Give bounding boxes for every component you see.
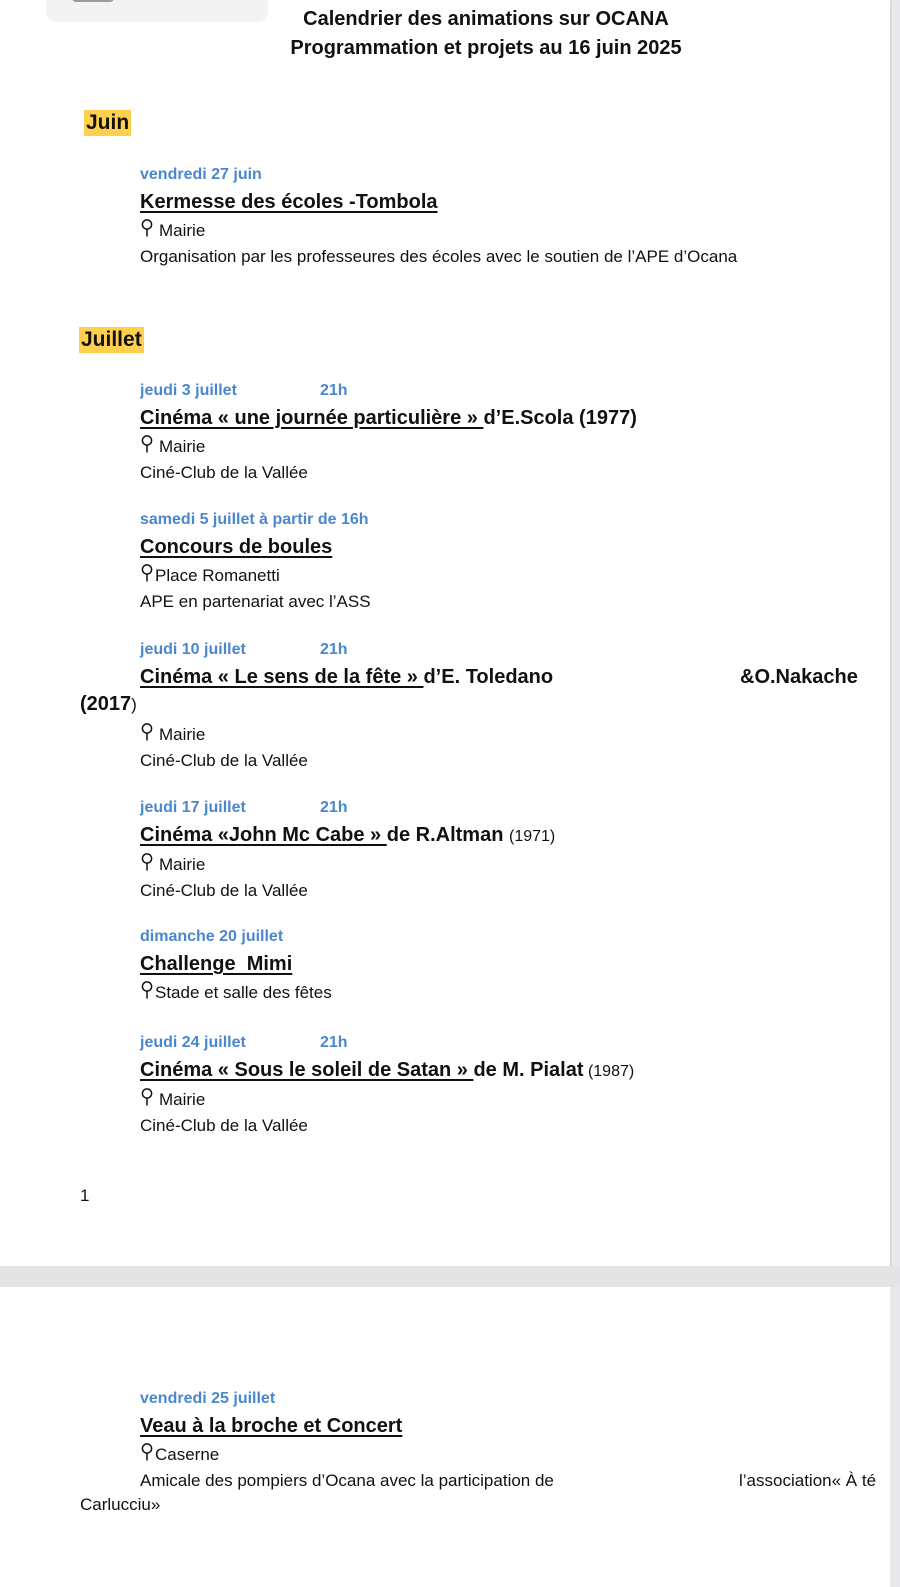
header-subtitle: Programmation et projets au 16 juin 2025 — [290, 37, 682, 59]
event-organizer-continuation: Carlucciu» — [80, 1495, 161, 1514]
month-heading-juin: Juin — [86, 111, 130, 134]
document-page-2 — [0, 1287, 890, 1587]
page-tab-handle — [72, 0, 114, 2]
event-cinema-journee — [140, 381, 880, 484]
event-date: jeudi 3 juillet 21h — [140, 382, 348, 399]
page-separator — [0, 1266, 900, 1287]
event-organizer: Ciné-Club de la Vallée — [140, 463, 308, 482]
event-time: 21h — [320, 641, 348, 658]
event-title: Cinéma « une journée particulière » d’E.Scola (1977) — [140, 407, 637, 429]
event-organizer: Ciné-Club de la Vallée — [140, 881, 308, 900]
location-pin-icon — [140, 853, 154, 873]
event-date: dimanche 20 juillet — [140, 928, 284, 945]
event-time: 21h — [320, 1034, 348, 1051]
event-title: Cinéma « Le sens de la fête » d’E. Toledano &O.Nakache — [140, 666, 858, 688]
event-cinema-mc-cabe — [140, 798, 880, 902]
event-location: Mairie — [140, 219, 880, 242]
event-organizer: Amicale des pompiers d’Ocana avec la participation de l’association« À té — [140, 1471, 877, 1490]
event-location: Caserne — [140, 1443, 880, 1466]
event-time: 21h — [320, 382, 348, 399]
location-pin-icon — [140, 981, 154, 1001]
event-kermesse — [140, 165, 880, 268]
event-date: jeudi 17 juillet 21h — [140, 799, 348, 816]
event-location: Mairie — [140, 723, 880, 746]
event-location: Mairie — [140, 435, 880, 458]
event-title: Challenge Mimi — [140, 953, 293, 975]
event-title: Cinéma «John Mc Cabe » de R.Altman (1971) — [140, 824, 556, 846]
event-date: vendredi 27 juin — [140, 166, 262, 183]
location-pin-icon — [140, 435, 154, 455]
event-cinema-soleil-satan — [140, 1033, 880, 1137]
event-title-continuation: (2017) — [80, 693, 137, 715]
event-concours-boules — [140, 510, 880, 613]
event-date: jeudi 10 juillet 21h — [140, 641, 348, 658]
event-organizer: Ciné-Club de la Vallée — [140, 751, 308, 770]
event-challenge-mimi — [140, 927, 880, 1004]
location-pin-icon — [140, 1088, 154, 1108]
event-cinema-sens-fete — [140, 640, 880, 772]
event-location: Mairie — [140, 1088, 880, 1111]
event-title: Cinéma « Sous le soleil de Satan » de M. Pialat (1987) — [140, 1059, 635, 1081]
month-heading-juillet: Juillet — [81, 328, 142, 351]
event-date: vendredi 25 juillet — [140, 1390, 276, 1407]
event-date: samedi 5 juillet à partir de 16h — [140, 511, 369, 528]
location-pin-icon — [140, 564, 154, 584]
document-header — [270, 5, 702, 63]
event-title: Concours de boules — [140, 536, 333, 558]
event-organizer: APE en partenariat avec l’ASS — [140, 592, 371, 611]
event-location: Place Romanetti — [140, 564, 880, 587]
location-pin-icon — [140, 219, 154, 239]
header-title: Calendrier des animations sur OCANA — [303, 8, 669, 30]
event-organizer: Organisation par les professeures des écoles avec le soutien de l’APE d’Ocana — [140, 247, 738, 266]
event-organizer: Ciné-Club de la Vallée — [140, 1116, 308, 1135]
event-time: 21h — [320, 799, 348, 816]
event-location: Stade et salle des fêtes — [140, 981, 880, 1004]
event-title: Kermesse des écoles -Tombola — [140, 191, 438, 213]
page-number: 1 — [80, 1186, 90, 1205]
location-pin-icon — [140, 1443, 154, 1463]
event-veau-broche — [140, 1389, 880, 1492]
location-pin-icon — [140, 723, 154, 743]
page-tab — [46, 0, 268, 22]
event-title: Veau à la broche et Concert — [140, 1415, 403, 1437]
event-location: Mairie — [140, 853, 880, 876]
event-date: jeudi 24 juillet 21h — [140, 1034, 348, 1051]
